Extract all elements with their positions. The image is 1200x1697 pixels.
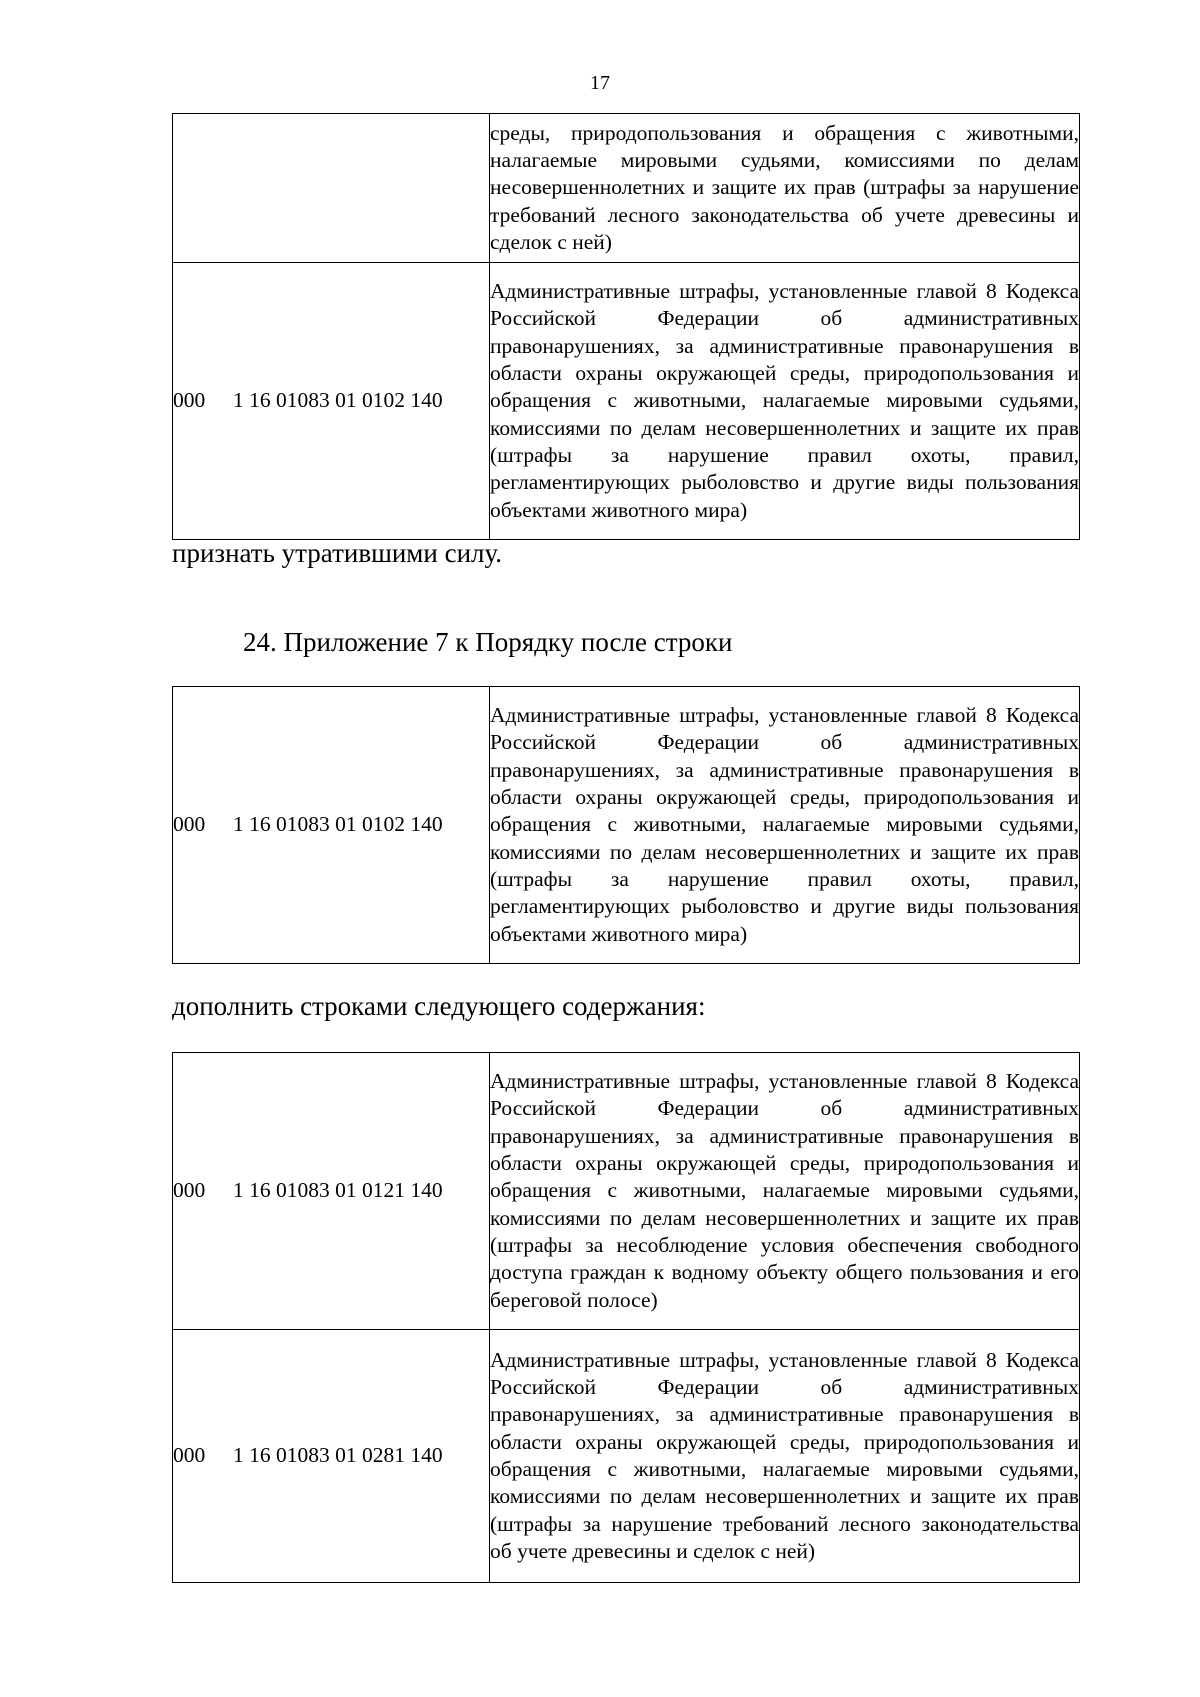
budget-code-table-continued	[172, 113, 1080, 540]
code-cell	[173, 1053, 490, 1330]
description-cell	[490, 687, 1080, 964]
row-description: Административные штрафы, установленные главой 8 Кодекса Российской Федерации об административных правонарушениях, за административные правонарушения в области охраны окружающей среды, природопользования и обращения с животными, налагаемые мировыми судьями, комиссиями по делам несовершеннолетних и защите их прав (штрафы за несоблюдение условия обеспечения свободного доступа граждан к водному объекту общего пользования и его береговой полосе)	[490, 1069, 1079, 1312]
row-description: Административные штрафы, установленные главой 8 Кодекса Российской Федерации об административных правонарушениях, за административные правонарушения в области охраны окружающей среды, природопользования и обращения с животными, налагаемые мировыми судьями, комиссиями по делам несовершеннолетних и защите их прав (штрафы за нарушение требований лесного законодательства об учете древесины и сделок с ней)	[490, 1347, 1079, 1563]
admin-code: 000	[173, 1443, 206, 1468]
admin-code: 000	[173, 1178, 206, 1203]
table-row	[173, 1053, 1080, 1330]
code-cell	[173, 263, 490, 540]
description-cell	[490, 263, 1080, 540]
code-cell	[173, 1330, 490, 1583]
code-cell	[173, 687, 490, 964]
row-description: Административные штрафы, установленные главой 8 Кодекса Российской Федерации об административных правонарушениях, за административные правонарушения в области охраны окружающей среды, природопользования и обращения с животными, налагаемые мировыми судьями, комиссиями по делам несовершеннолетних и защите их прав (штрафы за нарушение правил охоты, правил, регламентирующих рыболовство и другие виды пользования объектами животного мира)	[490, 279, 1079, 522]
admin-code: 000	[173, 812, 206, 837]
row-description: Административные штрафы, установленные главой 8 Кодекса Российской Федерации об административных правонарушениях, за административные правонарушения в области охраны окружающей среды, природопользования и обращения с животными, налагаемые мировыми судьями, комиссиями по делам несовершеннолетних и защите их прав (штрафы за нарушение правил охоты, правил, регламентирующих рыболовство и другие виды пользования объектами животного мира)	[490, 703, 1079, 946]
table-row	[173, 687, 1080, 964]
row-description: среды, природопользования и обращения с животными, налагаемые мировыми судьями, комиссиями по делам несовершеннолетних и защите их прав (штрафы за нарушение требований лесного законодательства об учете древесины и сделок с ней)	[490, 120, 1079, 254]
kbk-code: 1 16 01083 01 0102 140	[233, 388, 443, 413]
admin-code: 000	[173, 388, 206, 413]
kbk-code: 1 16 01083 01 0102 140	[233, 812, 443, 837]
table-row	[173, 114, 1080, 263]
page-number: 17	[590, 72, 610, 94]
budget-code-table-anchor-row	[172, 686, 1080, 964]
paragraph-repeal: признать утратившими силу.	[172, 538, 503, 568]
table-row	[173, 1330, 1080, 1583]
kbk-code: 1 16 01083 01 0281 140	[233, 1443, 443, 1468]
kbk-code: 1 16 01083 01 0121 140	[233, 1178, 443, 1203]
description-cell	[490, 1330, 1080, 1583]
paragraph-supplement: дополнить строками следующего содержания:	[172, 991, 706, 1021]
description-cell	[490, 1053, 1080, 1330]
code-cell	[173, 114, 490, 263]
description-cell	[490, 114, 1080, 263]
paragraph-item-24: 24. Приложение 7 к Порядку после строки	[243, 627, 733, 657]
budget-code-table-new-rows	[172, 1052, 1080, 1583]
table-row	[173, 263, 1080, 540]
